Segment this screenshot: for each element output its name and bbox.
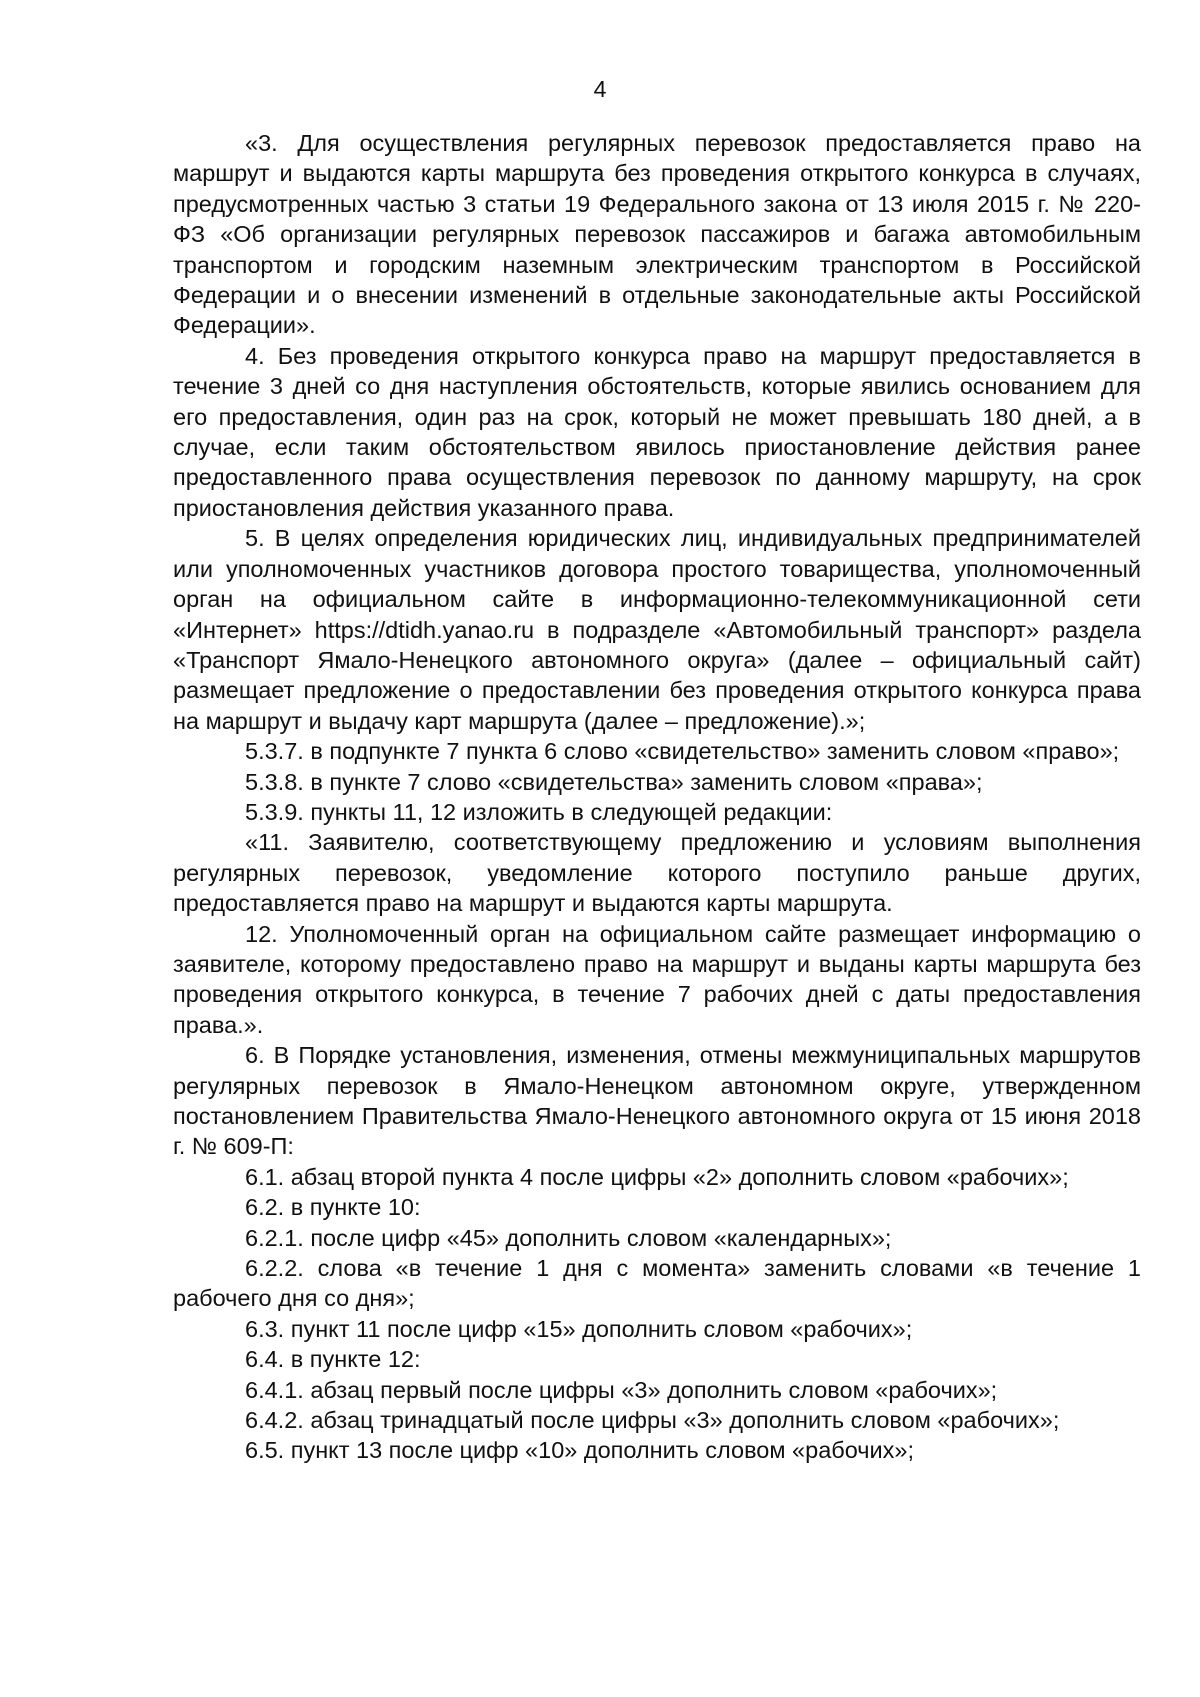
paragraph-item-5: 5. В целях определения юридических лиц, индивидуальных предпринимателей или уполномоченных участников договора простого товарищества, уполномоченный орган на официальном сайте в информационно-телекоммуникационной сети «Интернет» https://dtidh.yanao.ru в подразделе «Автомобильный транспорт» раздела «Транспорт Ямало-Ненецкого автономного округа» (далее – официальный сайт) размещает предложение о предоставлении без проведения открытого конкурса права на маршрут и выдачу карт маршрута (далее – предложение).»;	[173, 525, 1141, 734]
paragraph-6-2-2: 6.2.2. слова «в течение 1 дня с момента» заменить словами «в течение 1 рабочего дня со дня»;	[173, 1255, 1141, 1312]
page-number: 4	[593, 76, 607, 102]
paragraph-item-4: 4. Без проведения открытого конкурса право на маршрут предоставляется в течение 3 дней со дня наступления обстоятельств, которые явились основанием для его предоставления, один раз на срок, который не может превышать 180 дней, а в случае, если таким обстоятельством явилось приостановление действия ранее предоставленного права осуществления перевозок по данному маршруту, на срок приостановления действия указанного права.	[173, 342, 1141, 521]
paragraph-6-4-1: 6.4.1. абзац первый после цифры «3» дополнить словом «рабочих»;	[245, 1376, 998, 1403]
paragraph-item-3: «3. Для осуществления регулярных перевозок предоставляется право на маршрут и выдаются карты маршрута без проведения открытого конкурса в случаях, предусмотренных частью 3 статьи 19 Федерального закона от 13 июля 2015 г. № 220-ФЗ «Об организации регулярных перевозок пассажиров и багажа автомобильным транспортом и городским наземным электрическим транспортом в Российской Федерации и о внесении изменений в отдельные законодательные акты Российской Федерации».	[173, 130, 1141, 339]
paragraph-6-4: 6.4. в пункте 12:	[245, 1346, 421, 1373]
paragraph-6-3: 6.3. пункт 11 после цифр «15» дополнить словом «рабочих»;	[245, 1315, 913, 1342]
paragraph-6: 6. В Порядке установления, изменения, отмены межмуниципальных маршрутов регулярных перевозок в Ямало-Ненецком автономном округе, утвержденном постановлением Правительства Ямало-Ненецкого автономного округа от 15 июня 2018 г. № 609-П:	[173, 1042, 1141, 1160]
paragraph-5-3-7: 5.3.7. в подпункте 7 пункта 6 слово «свидетельство» заменить словом «право»;	[245, 738, 1120, 765]
paragraph-6-1: 6.1. абзац второй пункта 4 после цифры «2» дополнить словом «рабочих»;	[245, 1163, 1069, 1190]
paragraph-6-4-2: 6.4.2. абзац тринадцатый после цифры «3» дополнить словом «рабочих»;	[245, 1407, 1060, 1434]
document-body	[173, 128, 1141, 1466]
paragraph-6-5: 6.5. пункт 13 после цифр «10» дополнить словом «рабочих»;	[245, 1437, 914, 1464]
paragraph-6-2-1: 6.2.1. после цифр «45» дополнить словом «календарных»;	[245, 1224, 892, 1251]
paragraph-item-11: «11. Заявителю, соответствующему предложению и условиям выполнения регулярных перевозок, уведомление которого поступило раньше других, предоставляется право на маршрут и выдаются карты маршрута.	[173, 829, 1141, 917]
paragraph-5-3-8: 5.3.8. в пункте 7 слово «свидетельства» заменить словом «права»;	[245, 768, 983, 795]
paragraph-5-3-9: 5.3.9. пункты 11, 12 изложить в следующей редакции:	[245, 798, 833, 825]
paragraph-6-2: 6.2. в пункте 10:	[245, 1194, 421, 1221]
paragraph-item-12: 12. Уполномоченный орган на официальном сайте размещает информацию о заявителе, которому предоставлено право на маршрут и выданы карты маршрута без проведения открытого конкурса, в течение 7 рабочих дней с даты предоставления права.».	[173, 920, 1141, 1038]
